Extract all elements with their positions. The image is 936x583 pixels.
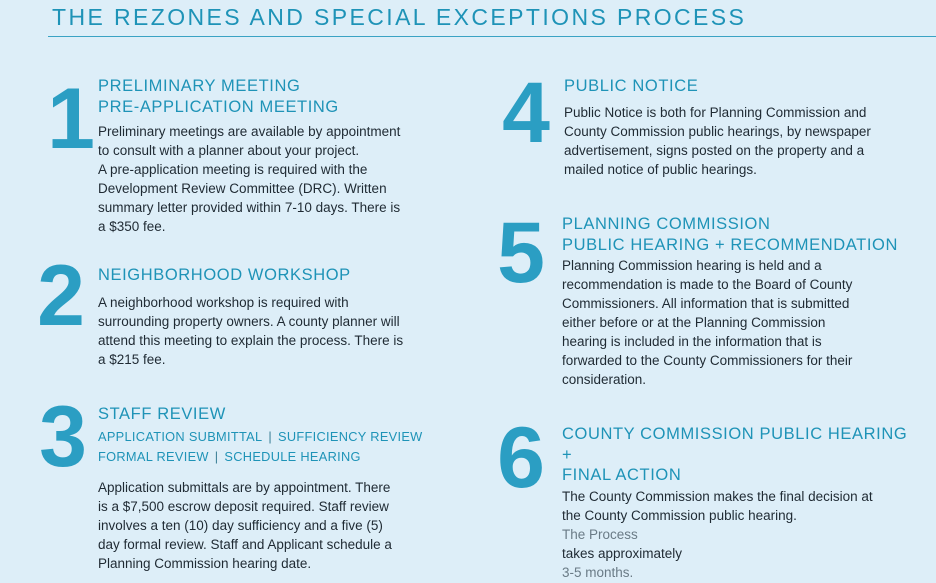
step-1-desc-line-3: A pre-application meeting is required with the <box>98 162 368 177</box>
step-3-desc-line-3: involves a ten (10) day sufficiency and a five (5) <box>98 517 383 533</box>
step-4-desc-line-2: County Commission public hearings, by newspaper <box>564 123 871 139</box>
step-5 <box>562 214 922 389</box>
step-6-desc-gray-tail: The Process <box>562 526 638 542</box>
step-3-desc-line-4: day formal review. Staff and Applicant schedule a <box>98 536 392 552</box>
step-3-substeps-row-1 <box>98 427 458 447</box>
step-4-title-line-1: PUBLIC NOTICE <box>564 77 699 95</box>
step-2-title-line-1: NEIGHBORHOOD WORKSHOP <box>98 266 351 284</box>
step-2-desc-line-2: surrounding property owners. A county planner will <box>98 313 400 329</box>
step-6-desc-gray-duration: 3-5 months. <box>562 564 634 580</box>
title-divider <box>48 36 936 37</box>
substep-separator: | <box>214 448 219 464</box>
step-1 <box>98 76 458 236</box>
step-4-desc-line-3: advertisement, signs posted on the property and a <box>564 142 865 158</box>
step-2-desc-line-4: a $215 fee. <box>98 351 166 367</box>
substep-formal-review: FORMAL REVIEW <box>98 448 209 464</box>
step-5-desc-line-3: Commissioners. All information that is submitted <box>562 296 850 311</box>
step-2-description <box>98 293 458 369</box>
step-1-desc-line-6: a $350 fee. <box>98 219 166 234</box>
step-6 <box>562 424 922 582</box>
step-2-title <box>98 265 458 286</box>
step-3-number: 3 <box>39 389 87 485</box>
step-5-desc-line-5: hearing is included in the information that is <box>562 334 822 349</box>
step-4-desc-line-1: Public Notice is both for Planning Commission and <box>564 104 867 120</box>
step-6-description <box>562 487 922 582</box>
step-1-title-line-2: PRE-APPLICATION MEETING <box>98 97 339 116</box>
step-6-title <box>562 424 922 486</box>
step-5-number: 5 <box>497 205 545 301</box>
step-3-desc-line-2: is a $7,500 escrow deposit required. Staff review <box>98 498 389 514</box>
step-2-number: 2 <box>37 248 85 344</box>
step-6-desc-line-2 <box>562 506 922 544</box>
step-5-desc-line-4: either before or at the Planning Commission <box>562 315 826 330</box>
step-6-title-line-2: FINAL ACTION <box>562 466 682 484</box>
step-3 <box>98 404 458 573</box>
step-1-desc-line-4: Development Review Committee (DRC). Written <box>98 181 387 196</box>
step-3-title <box>98 404 458 425</box>
step-5-desc-line-6: forwarded to the County Commissioners for their <box>562 353 853 368</box>
step-4-title <box>564 76 924 97</box>
substep-application-submittal: APPLICATION SUBMITTAL <box>98 428 263 444</box>
step-6-title-line-1: COUNTY COMMISSION PUBLIC HEARING + <box>562 425 908 464</box>
step-6-desc-line-3 <box>562 544 922 582</box>
step-4-description <box>564 103 924 179</box>
step-1-desc-line-2: to consult with a planner about your project. <box>98 143 360 158</box>
step-3-desc-line-5: Planning Commission hearing date. <box>98 555 312 571</box>
step-6-desc-line-2-text: the County Commission public hearing. <box>562 507 797 523</box>
step-5-title <box>562 214 922 255</box>
step-5-desc-line-2: recommendation is made to the Board of County <box>562 277 853 292</box>
page-title: THE REZONES AND SPECIAL EXCEPTIONS PROCESS <box>52 4 747 30</box>
step-5-desc-line-7: consideration. <box>562 372 647 387</box>
step-4 <box>564 76 924 179</box>
step-6-desc-line-3-text: takes approximately <box>562 545 683 561</box>
step-2-desc-line-3: attend this meeting to explain the process. There is <box>98 332 404 348</box>
step-3-description <box>98 478 458 573</box>
step-5-title-line-1: PLANNING COMMISSION <box>562 215 771 233</box>
step-6-desc-line-1: The County Commission makes the final decision at <box>562 488 873 504</box>
substep-separator: | <box>268 428 273 444</box>
substep-sufficiency-review: SUFFICIENCY REVIEW <box>278 428 423 444</box>
step-2-desc-line-1: A neighborhood workshop is required with <box>98 294 349 310</box>
step-1-number: 1 <box>47 71 95 167</box>
step-3-substeps-row-2 <box>98 447 458 467</box>
step-1-desc-line-5: summary letter provided within 7-10 days. There is <box>98 200 401 215</box>
step-5-title-line-2: PUBLIC HEARING + RECOMMENDATION <box>562 235 898 254</box>
step-3-desc-line-1: Application submittals are by appointment. There <box>98 479 391 495</box>
step-4-desc-line-4: mailed notice of public hearings. <box>564 161 757 177</box>
step-1-desc-line-1: Preliminary meetings are available by appointment <box>98 124 401 139</box>
step-2 <box>98 265 458 369</box>
step-5-desc-line-1: Planning Commission hearing is held and a <box>562 258 822 273</box>
step-1-description <box>98 122 458 236</box>
step-4-number: 4 <box>502 65 550 161</box>
step-6-number: 6 <box>497 410 545 506</box>
step-1-title <box>98 76 458 117</box>
step-3-title-line-1: STAFF REVIEW <box>98 405 226 423</box>
substep-schedule-hearing: SCHEDULE HEARING <box>224 448 361 464</box>
step-1-title-line-1: PRELIMINARY MEETING <box>98 77 301 95</box>
step-5-description <box>562 256 922 389</box>
